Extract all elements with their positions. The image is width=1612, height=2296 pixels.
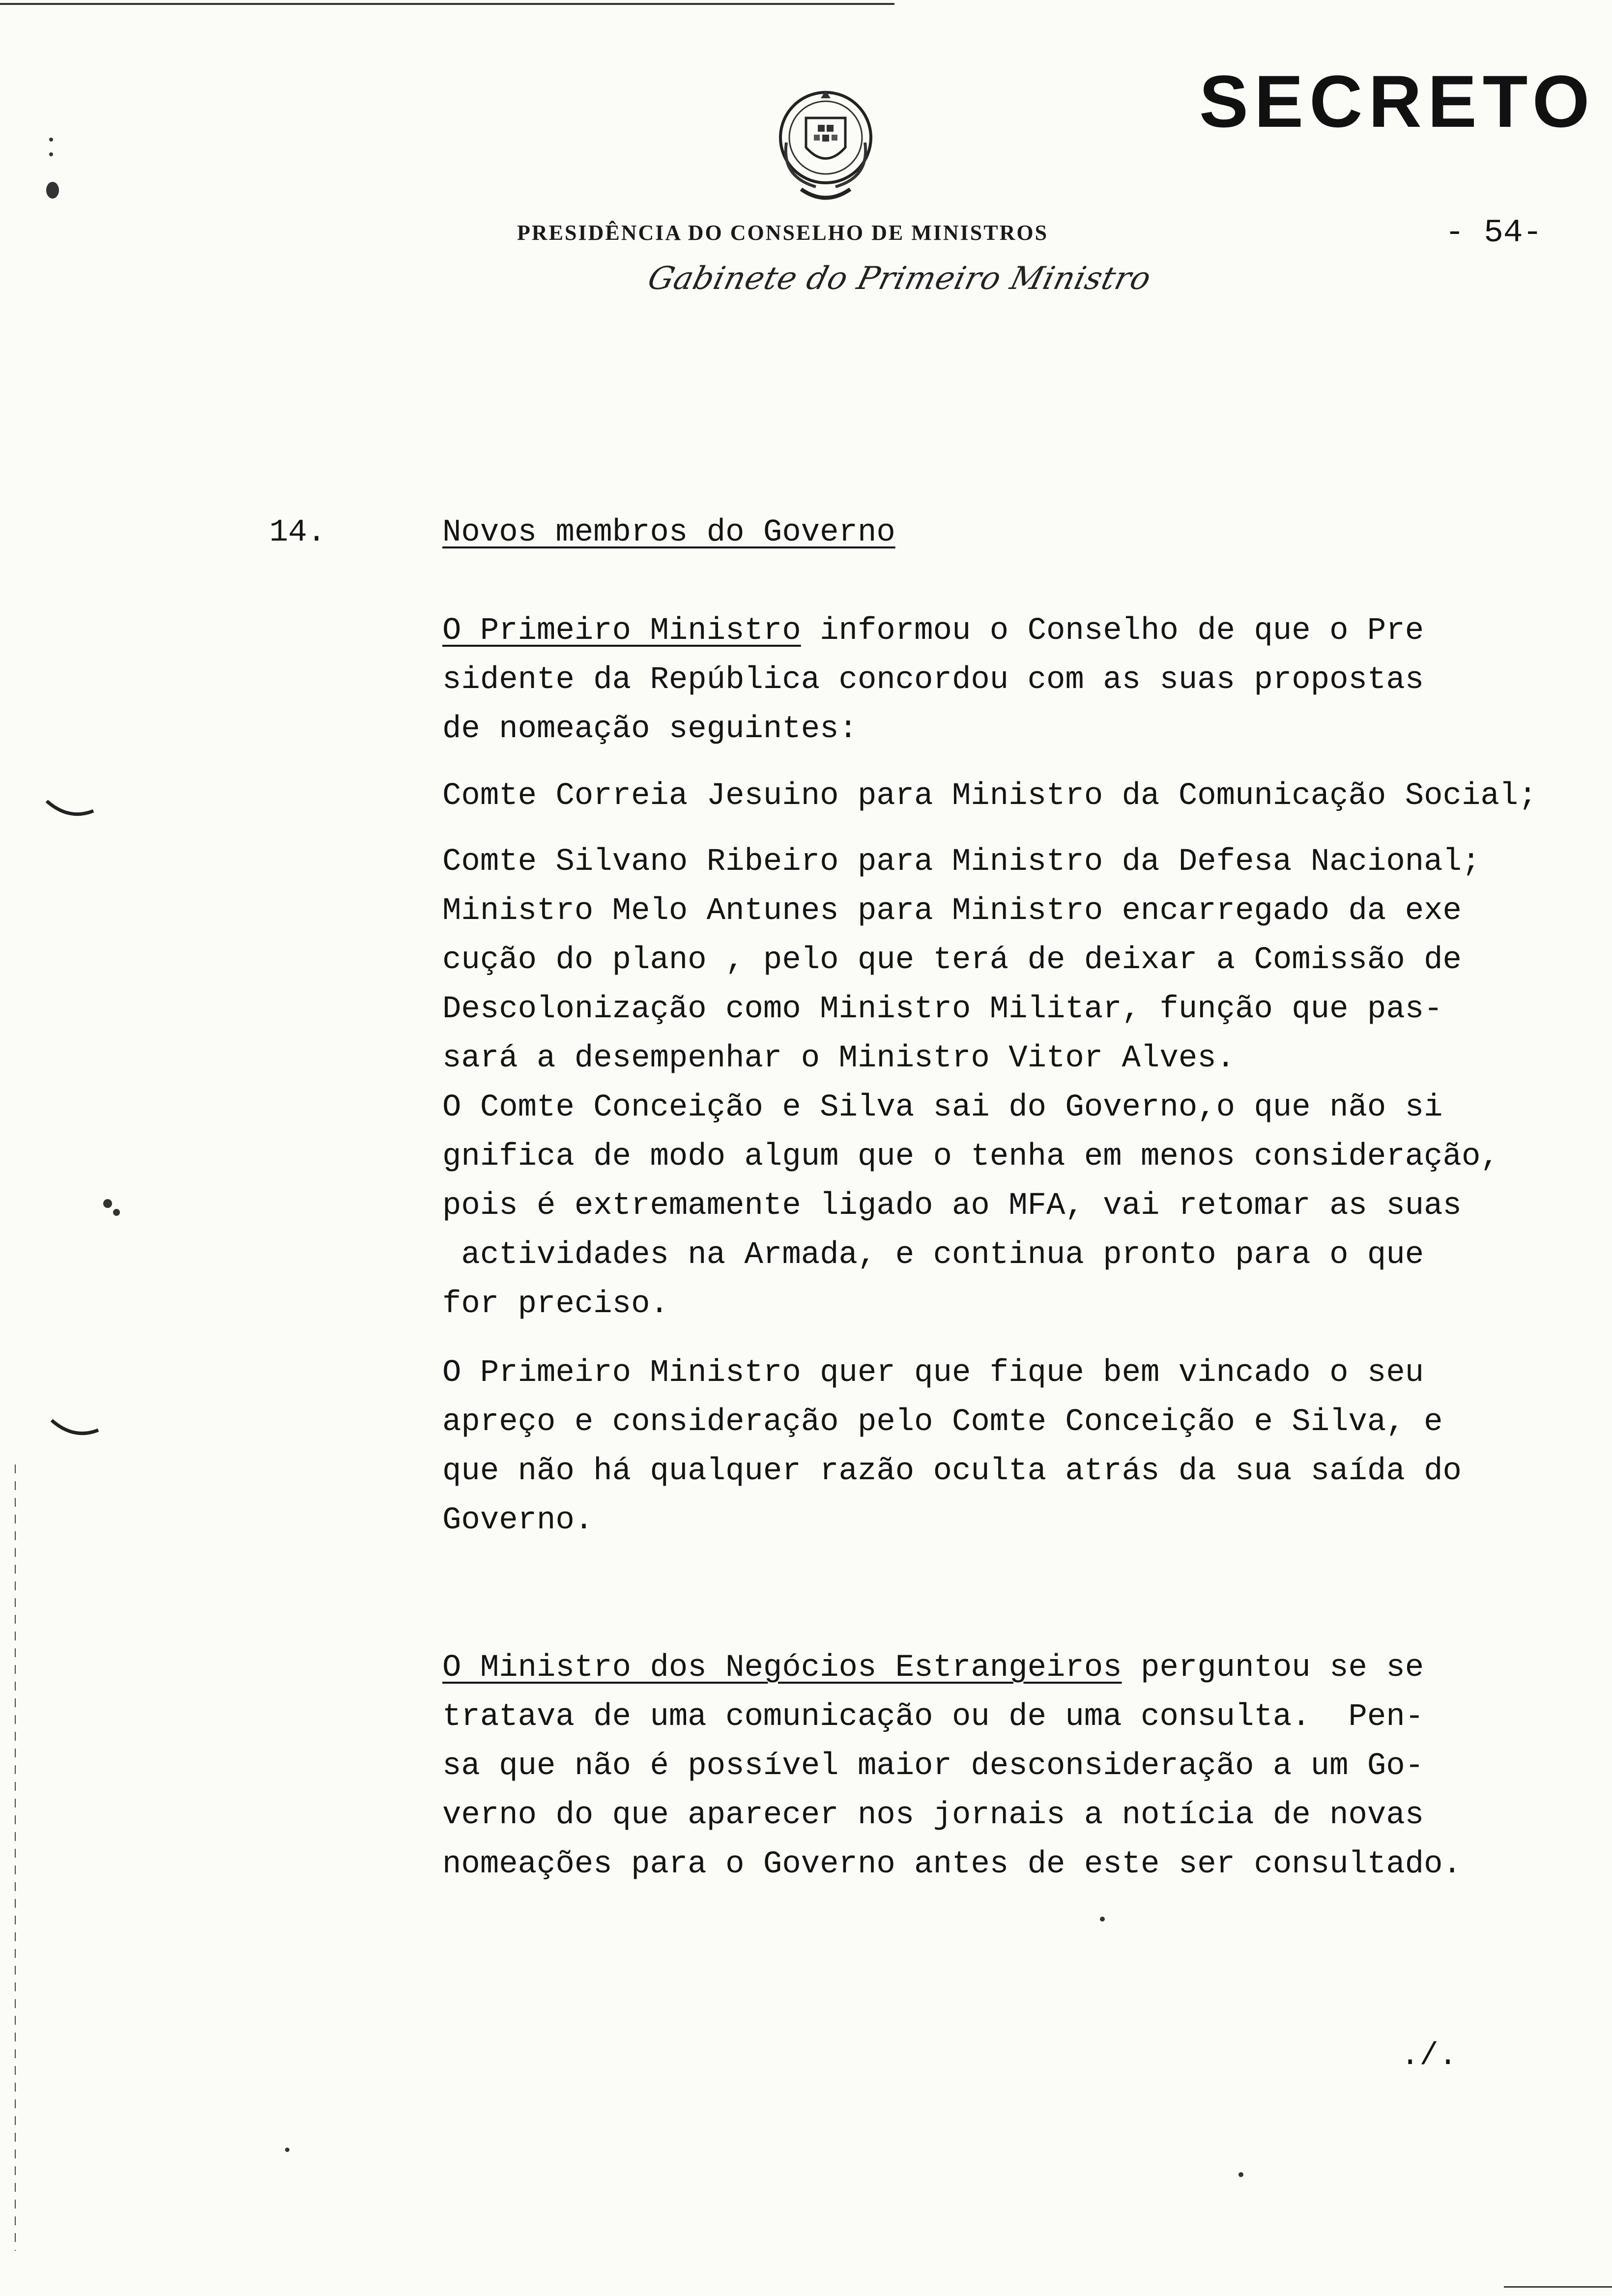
paragraph-line: O Ministro dos Negócios Estrangeiros perguntou se se: [442, 1650, 1424, 1686]
appointment-line: sará a desempenhar o Ministro Vitor Alves.: [442, 1041, 1236, 1076]
paragraph-line: for preciso.: [442, 1287, 669, 1322]
scan-speck: [103, 1199, 112, 1208]
paragraph-line: verno do que aparecer nos jornais a notícia de novas: [442, 1798, 1424, 1833]
paragraph-line: pois é extremamente ligado ao MFA, vai retomar as suas: [442, 1188, 1462, 1224]
paragraph-line: que não há qualquer razão oculta atrás da sua saída do: [442, 1454, 1462, 1489]
cabinet-script-heading: Gabinete do Primeiro Ministro: [644, 260, 1155, 297]
scan-speck: [49, 138, 53, 142]
paragraph-line: apreço e consideração pelo Comte Conceição e Silva, e: [442, 1405, 1443, 1440]
margin-dotted-line: [15, 1464, 16, 2251]
punch-hole-mark: [46, 182, 59, 199]
paragraph-line: gnifica de modo algum que o tenha em menos consideração,: [442, 1139, 1499, 1175]
scan-speck: [285, 2148, 289, 2152]
paragraph-line: Governo.: [442, 1503, 594, 1538]
scan-speck: [49, 152, 53, 156]
appointment-line: Descolonização como Ministro Militar, função que pas-: [442, 992, 1443, 1027]
continuation-mark: ./.: [1401, 2038, 1458, 2074]
appointment-line: Comte Correia Jesuino para Ministro da Comunicação Social;: [442, 778, 1537, 814]
margin-tick-mark: [44, 796, 98, 826]
paragraph-line: O Primeiro Ministro quer que fique bem vincado o seu: [442, 1355, 1424, 1391]
paragraph-line: O Primeiro Ministro informou o Conselho de que o Pre: [442, 613, 1424, 649]
office-heading: PRESIDÊNCIA DO CONSELHO DE MINISTROS: [517, 221, 1049, 245]
margin-tick-mark: [49, 1415, 103, 1445]
paragraph-line: O Comte Conceição e Silva sai do Governo,o que não si: [442, 1090, 1443, 1125]
paragraph-line: actividades na Armada, e continua pronto para o que: [442, 1237, 1424, 1273]
paragraph-line: sa que não é possível maior desconsideração a um Go-: [442, 1749, 1424, 1784]
appointment-line: cução do plano , pelo que terá de deixar a Comissão de: [442, 943, 1462, 978]
scan-speck: [1238, 2172, 1243, 2177]
paragraph-line: de nomeação seguintes:: [442, 712, 858, 747]
coat-of-arms-seal: [767, 84, 885, 211]
paragraph-line: sidente da República concordou com as suas propostas: [442, 662, 1424, 698]
appointment-line: Comte Silvano Ribeiro para Ministro da Defesa Nacional;: [442, 844, 1481, 880]
paragraph-line: nomeações para o Governo antes de este ser consultado.: [442, 1847, 1462, 1882]
page-number: - 54-: [1445, 214, 1543, 251]
speaker-name: O Primeiro Ministro: [442, 613, 801, 649]
appointment-line: Ministro Melo Antunes para Ministro encarregado da exe: [442, 893, 1462, 929]
scan-speck: [1100, 1917, 1105, 1922]
top-rule: [0, 3, 894, 5]
classification-stamp: SECRETO: [1199, 60, 1596, 143]
bottom-rule: [1504, 2286, 1612, 2288]
section-title: Novos membros do Governo: [442, 515, 895, 550]
section-number: 14.: [269, 515, 326, 550]
speaker-name: O Ministro dos Negócios Estrangeiros: [442, 1650, 1122, 1686]
paragraph-line: tratava de uma comunicação ou de uma consulta. Pen-: [442, 1699, 1424, 1735]
scan-speck: [113, 1209, 120, 1216]
